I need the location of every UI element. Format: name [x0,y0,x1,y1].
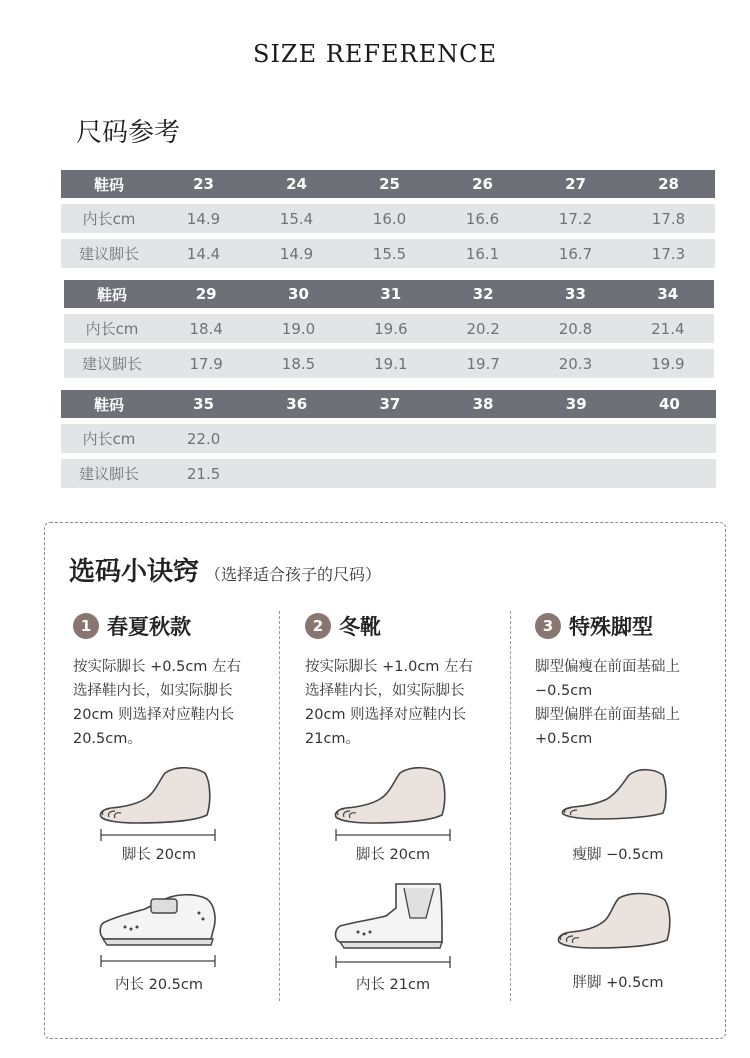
row-label: 内长cm [61,418,157,453]
value-cell: 18.5 [252,343,344,378]
value-cell: 17.9 [160,343,252,378]
size-cell: 35 [157,390,250,418]
value-cell: 20.3 [529,343,621,378]
table-header-row [64,280,714,308]
value-cell: 20.2 [437,308,529,343]
tip-line: 选择鞋内长，如实际脚长 [73,683,233,699]
page-title-en: SIZE REFERENCE [253,40,497,68]
value-cell: 18.4 [160,308,252,343]
tip-column-special-feet [535,611,740,751]
tip-line: 20cm 则选择对应鞋内长 [305,707,467,723]
size-cell: 30 [252,280,344,308]
value-cell: 22.0 [157,418,250,453]
tip-title: 特殊脚型 [569,614,653,639]
tip-description [305,655,510,751]
step-number-badge: 3 [535,613,561,639]
size-cell: 39 [530,390,623,418]
table-row [61,233,715,268]
size-cell: 37 [343,390,436,418]
value-cell: 19.9 [622,343,714,378]
value-cell: 19.7 [437,343,529,378]
shoe-icon [95,883,225,973]
value-cell: 14.9 [250,233,343,268]
value-cell: 14.9 [157,198,250,233]
foot-icon [95,763,225,848]
value-cell [436,453,529,488]
row-label: 建议脚长 [64,343,160,378]
tip-heading [305,611,510,641]
tip-line: −0.5cm [535,683,593,699]
size-cell: 31 [345,280,437,308]
value-cell [250,453,343,488]
foot-icon [330,763,460,848]
value-cell: 19.6 [345,308,437,343]
table-row [64,343,714,378]
foot-length-caption: 脚长 20cm [355,847,431,863]
value-cell: 21.5 [157,453,250,488]
table-row [61,453,716,488]
value-cell: 16.0 [343,198,436,233]
table-header-row [61,170,715,198]
size-cell: 34 [622,280,714,308]
value-cell [623,418,716,453]
row-label: 内长cm [64,308,160,343]
table-header-row [61,390,716,418]
foot-length-caption: 脚长 20cm [121,847,197,863]
table-row [61,198,715,233]
tip-line: 21cm。 [305,731,361,747]
wide-foot-icon [553,888,683,958]
size-cell: 24 [250,170,343,198]
size-cell: 29 [160,280,252,308]
tip-column-winter-boots [305,611,510,751]
header-label: 鞋码 [61,170,157,198]
value-cell: 15.4 [250,198,343,233]
tips-title [69,551,381,588]
size-table-3 [61,390,716,488]
value-cell: 19.0 [252,308,344,343]
tip-line: 20.5cm。 [73,731,142,747]
tip-line: 20cm 则选择对应鞋内长 [73,707,235,723]
page-title-cn: 尺码参考 [76,118,181,148]
value-cell [343,453,436,488]
value-cell [530,453,623,488]
value-cell: 16.7 [529,233,622,268]
tip-heading [73,611,278,641]
size-table-1 [61,170,715,268]
value-cell [436,418,529,453]
value-cell: 14.4 [157,233,250,268]
value-cell [250,418,343,453]
tip-line: 选择鞋内长，如实际脚长 [305,683,465,699]
value-cell [343,418,436,453]
value-cell: 15.5 [343,233,436,268]
tip-line: 脚型偏胖在前面基础上 [535,707,680,723]
size-cell: 32 [437,280,529,308]
table-row [64,308,714,343]
tip-title: 冬靴 [339,614,381,639]
value-cell: 17.8 [622,198,715,233]
step-number-badge: 2 [305,613,331,639]
value-cell [623,453,716,488]
size-cell: 26 [436,170,529,198]
size-cell: 28 [622,170,715,198]
slim-foot-icon [553,763,683,833]
step-number-badge: 1 [73,613,99,639]
tip-line: +0.5cm [535,731,593,747]
value-cell: 19.1 [345,343,437,378]
row-label: 建议脚长 [61,453,157,488]
tips-title-text: 选码小诀窍 [69,557,200,587]
size-cell: 38 [436,390,529,418]
tips-subtitle: （选择适合孩子的尺码） [205,565,382,584]
inner-length-caption: 内长 21cm [355,977,431,993]
row-label: 建议脚长 [61,233,157,268]
tip-line: 按实际脚长 +1.0cm 左右 [305,659,474,675]
value-cell: 16.6 [436,198,529,233]
value-cell: 20.8 [529,308,621,343]
wide-foot-caption: 胖脚 +0.5cm [572,975,664,991]
size-cell: 33 [529,280,621,308]
column-divider [510,611,511,1001]
value-cell: 17.2 [529,198,622,233]
size-cell: 40 [623,390,716,418]
tip-line: 脚型偏瘦在前面基础上 [535,659,680,675]
table-row [61,418,716,453]
value-cell: 16.1 [436,233,529,268]
tip-line: 按实际脚长 +0.5cm 左右 [73,659,242,675]
size-cell: 23 [157,170,250,198]
row-label: 内长cm [61,198,157,233]
column-divider [279,611,280,1001]
tip-title: 春夏秋款 [107,614,191,639]
tip-description [73,655,278,751]
header-label: 鞋码 [61,390,157,418]
header-label: 鞋码 [64,280,160,308]
slim-foot-caption: 瘦脚 −0.5cm [572,847,664,863]
tip-column-spring-summer [73,611,278,751]
value-cell: 21.4 [622,308,714,343]
size-cell: 27 [529,170,622,198]
tip-description [535,655,740,751]
tip-heading [535,611,740,641]
size-cell: 36 [250,390,343,418]
value-cell [530,418,623,453]
sizing-tips-box [44,522,726,1039]
size-table-2 [64,280,714,378]
inner-length-caption: 内长 20.5cm [115,977,203,993]
size-cell: 25 [343,170,436,198]
boot-icon [330,878,460,973]
value-cell: 17.3 [622,233,715,268]
